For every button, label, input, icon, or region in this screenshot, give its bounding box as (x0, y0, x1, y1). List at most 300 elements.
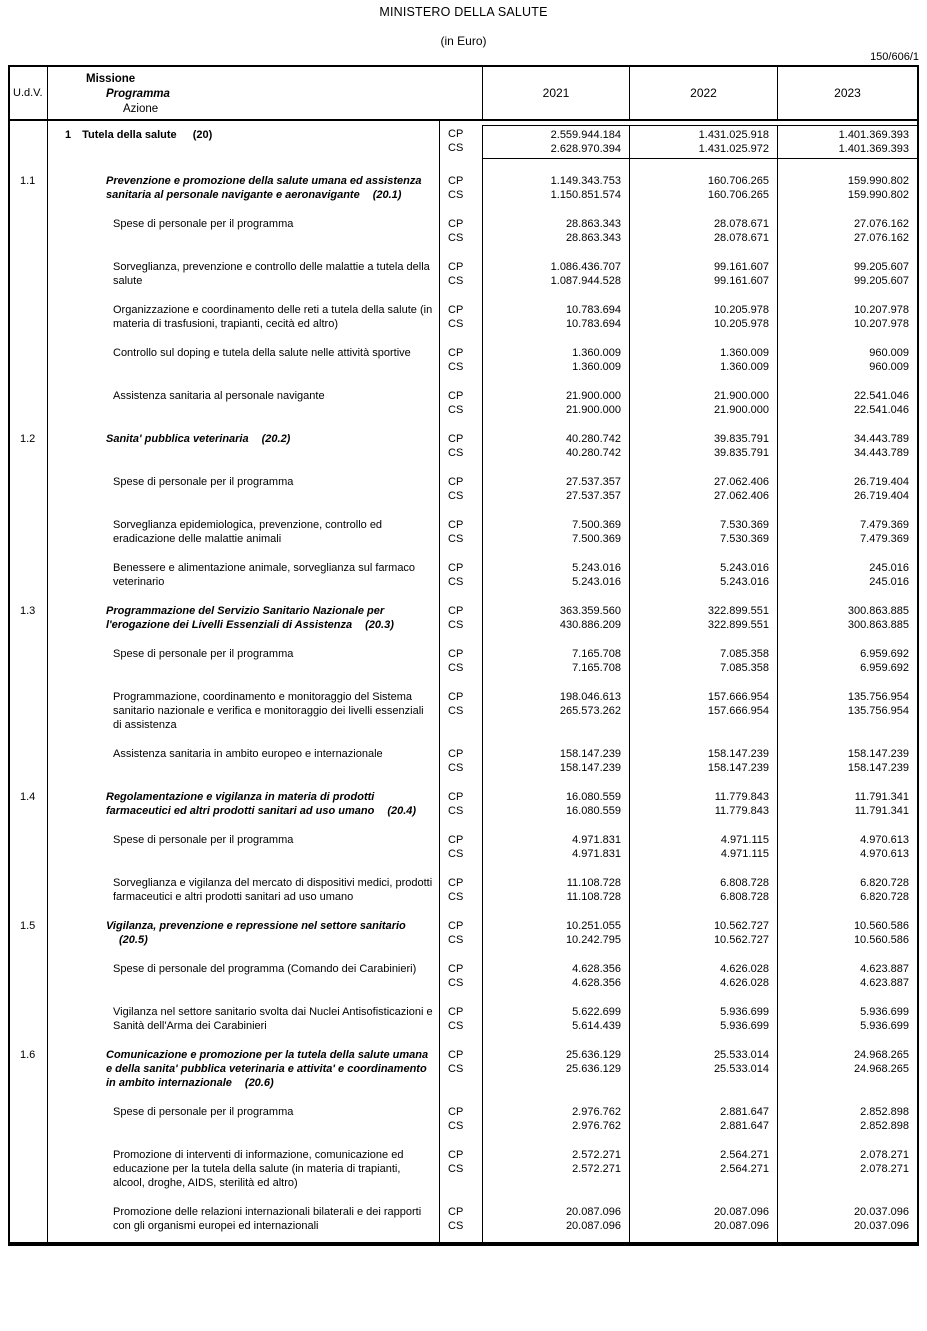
value-cell-2022 (629, 732, 777, 775)
row-title: Sorveglianza epidemiologica, prevenzione, controllo ed eradicazione delle malattie animali (113, 519, 383, 545)
row-title: Comunicazione e promozione per la tutela della salute umana e della sanita' pubblica veterinaria e attivita' e coordinamento in ambito internazionale (106, 1049, 429, 1089)
value-cell-2021 (482, 1090, 629, 1133)
table-row-azione (10, 947, 917, 990)
cp-value: 245.016 (869, 562, 909, 574)
cp-label: CP (448, 562, 464, 574)
cp-value: 20.087.096 (565, 1206, 621, 1218)
udv-number (10, 1090, 47, 1133)
udv-number (10, 990, 47, 1033)
cp-label: CP (448, 1149, 464, 1161)
cs-value: 40.280.742 (565, 447, 621, 459)
cs-value: 1.360.009 (572, 361, 621, 373)
cs-value: 7.479.369 (860, 533, 909, 545)
value-cell-2021 (482, 125, 629, 159)
cpcs-cell (439, 1190, 482, 1242)
cp-label: CP (448, 877, 464, 889)
row-label (47, 121, 439, 159)
cp-value: 7.500.369 (572, 519, 621, 531)
table-row-azione (10, 732, 917, 775)
udv-number (10, 374, 47, 417)
cp-value: 158.147.239 (559, 748, 621, 760)
cs-value: 4.623.887 (860, 977, 909, 989)
row-title: Promozione di interventi di informazione, comunicazione ed educazione per la tutela della salute (in materia di trapianti, alcool, droghe, AIDS, sterilità ed altro) (113, 1149, 404, 1189)
cs-label: CS (448, 1120, 464, 1132)
currency-note: (in Euro) (440, 34, 487, 48)
row-title: Assistenza sanitaria in ambito europeo e internazionale (113, 748, 383, 760)
row-label (47, 1090, 439, 1133)
header-udv: U.d.V. (13, 87, 43, 99)
cp-value: 158.147.239 (847, 748, 909, 760)
value-cell-2022 (629, 159, 777, 202)
cs-value: 7.165.708 (572, 662, 621, 674)
cp-value: 26.719.404 (853, 476, 909, 488)
cs-value: 7.500.369 (572, 533, 621, 545)
value-cell-2022 (629, 947, 777, 990)
cs-value: 1.150.851.574 (550, 189, 621, 201)
cp-label: CP (448, 648, 464, 660)
cs-value: 27.062.406 (713, 490, 769, 502)
cs-value: 22.541.046 (853, 404, 909, 416)
table-row-azione (10, 374, 917, 417)
cp-value: 27.076.162 (853, 218, 909, 230)
cp-label: CP (448, 1206, 464, 1218)
cs-value: 2.572.271 (572, 1163, 621, 1175)
cs-label: CS (448, 533, 464, 545)
row-label (47, 417, 439, 460)
table-row-azione (10, 460, 917, 503)
cs-value: 21.900.000 (713, 404, 769, 416)
cs-value: 4.628.356 (572, 977, 621, 989)
cp-value: 5.622.699 (572, 1006, 621, 1018)
row-label (47, 1033, 439, 1090)
cpcs-cell (439, 1090, 482, 1133)
cs-value: 5.614.439 (572, 1020, 621, 1032)
value-cell-2023 (777, 546, 917, 589)
cs-value: 21.900.000 (565, 404, 621, 416)
programma-code: (20.3) (365, 619, 394, 631)
cp-value: 135.756.954 (847, 691, 909, 703)
programma-code: (20.6) (244, 1077, 274, 1089)
cs-value: 10.242.795 (565, 934, 621, 946)
cp-value: 1.431.025.918 (698, 129, 769, 141)
cpcs-cell (439, 861, 482, 904)
value-cell-2023 (777, 947, 917, 990)
row-title: Vigilanza, prevenzione e repressione nel settore sanitario (106, 920, 406, 932)
cpcs-cell (439, 417, 482, 460)
cs-value: 10.205.978 (713, 318, 769, 330)
value-cell-2023 (777, 775, 917, 818)
cs-value: 960.009 (869, 361, 909, 373)
row-label (47, 1133, 439, 1190)
cs-value: 322.899.551 (707, 619, 769, 631)
value-cell-2021 (482, 589, 629, 632)
cpcs-cell (439, 331, 482, 374)
cs-value: 20.087.096 (713, 1220, 769, 1232)
row-title: Programmazione del Servizio Sanitario Nazionale per l'erogazione dei Livelli Essenziali di Assistenza (106, 605, 385, 631)
header-azione-label: Azione (123, 103, 159, 115)
cp-label: CP (448, 433, 464, 445)
cp-value: 159.990.802 (847, 175, 909, 187)
cs-value: 1.401.369.393 (838, 143, 909, 155)
value-cell-2023 (777, 732, 917, 775)
value-cell-2021 (482, 546, 629, 589)
cp-value: 2.881.647 (720, 1106, 769, 1118)
cp-value: 6.808.728 (720, 877, 769, 889)
udv-number: 1.2 (20, 433, 36, 445)
value-cell-2021 (482, 503, 629, 546)
udv-number (10, 632, 47, 675)
cs-value: 11.779.843 (714, 805, 769, 817)
programma-code: (20.2) (261, 433, 291, 445)
cs-label: CS (448, 848, 464, 860)
cs-value: 39.835.791 (713, 447, 769, 459)
row-label (47, 245, 439, 288)
cp-value: 10.562.727 (713, 920, 769, 932)
value-cell-2022 (629, 1033, 777, 1090)
table-row-programma (10, 589, 917, 632)
budget-table (8, 65, 919, 1246)
cs-label: CS (448, 1020, 464, 1032)
row-label (47, 632, 439, 675)
cp-value: 28.078.671 (713, 218, 769, 230)
cp-value: 7.530.369 (720, 519, 769, 531)
table-body (10, 121, 917, 1242)
udv-number (10, 546, 47, 589)
cp-value: 99.205.607 (853, 261, 909, 273)
cp-value: 2.976.762 (572, 1106, 621, 1118)
cp-value: 2.078.271 (860, 1149, 909, 1161)
row-title: Spese di personale del programma (Comando dei Carabinieri) (113, 963, 417, 975)
cs-value: 5.936.699 (860, 1020, 909, 1032)
cpcs-cell (439, 503, 482, 546)
value-cell-2023 (777, 1190, 917, 1242)
value-cell-2021 (482, 775, 629, 818)
value-cell-2023 (777, 417, 917, 460)
cp-value: 34.443.789 (853, 433, 909, 445)
cp-label: CP (448, 128, 464, 140)
cp-value: 1.360.009 (720, 347, 769, 359)
cp-value: 5.243.016 (720, 562, 769, 574)
cs-label: CS (448, 189, 464, 201)
cp-value: 1.401.369.393 (838, 129, 909, 141)
cs-label: CS (448, 705, 464, 717)
missione-title: Tutela della salute (82, 129, 177, 141)
value-cell-2022 (629, 460, 777, 503)
cp-value: 160.706.265 (707, 175, 769, 187)
value-cell-2023 (777, 460, 917, 503)
cs-value: 6.959.692 (860, 662, 909, 674)
cp-value: 960.009 (869, 347, 909, 359)
cp-value: 5.243.016 (572, 562, 621, 574)
value-cell-2023 (777, 1133, 917, 1190)
cs-value: 1.360.009 (720, 361, 769, 373)
cp-value: 6.959.692 (860, 648, 909, 660)
cp-label: CP (448, 748, 464, 760)
value-cell-2023 (777, 589, 917, 632)
cs-value: 24.968.265 (853, 1063, 909, 1075)
table-header (10, 67, 917, 121)
value-cell-2022 (629, 417, 777, 460)
cs-value: 157.666.954 (707, 705, 769, 717)
cp-value: 322.899.551 (707, 605, 769, 617)
cs-value: 26.719.404 (853, 490, 909, 502)
value-cell-2023 (777, 675, 917, 732)
cp-value: 10.205.978 (713, 304, 769, 316)
cp-value: 5.936.699 (860, 1006, 909, 1018)
value-cell-2022 (629, 245, 777, 288)
table-row-azione (10, 990, 917, 1033)
value-cell-2022 (629, 202, 777, 245)
value-cell-2023 (777, 331, 917, 374)
cs-value: 7.085.358 (720, 662, 769, 674)
udv-number (10, 121, 47, 159)
udv-number: 1.5 (20, 920, 36, 932)
table-row-azione (10, 1190, 917, 1242)
cs-value: 7.530.369 (720, 533, 769, 545)
cs-value: 1.087.944.528 (550, 275, 621, 287)
udv-number (10, 503, 47, 546)
value-cell-2021 (482, 374, 629, 417)
cs-label: CS (448, 762, 464, 774)
cs-value: 158.147.239 (559, 762, 621, 774)
table-row-programma (10, 904, 917, 947)
cpcs-cell (439, 675, 482, 732)
cpcs-cell (439, 245, 482, 288)
cs-value: 5.936.699 (720, 1020, 769, 1032)
cs-value: 430.886.209 (559, 619, 621, 631)
cpcs-cell (439, 732, 482, 775)
udv-number (10, 245, 47, 288)
row-label (47, 331, 439, 374)
cs-value: 34.443.789 (853, 447, 909, 459)
cs-value: 99.161.607 (713, 275, 769, 287)
value-cell-2022 (629, 1190, 777, 1242)
table-row-azione (10, 331, 917, 374)
cpcs-cell (439, 589, 482, 632)
value-cell-2021 (482, 159, 629, 202)
header-missione-label: Missione (86, 73, 136, 85)
row-label (47, 202, 439, 245)
value-cell-2021 (482, 675, 629, 732)
value-cell-2023 (777, 125, 917, 159)
value-cell-2022 (629, 775, 777, 818)
cpcs-cell (439, 460, 482, 503)
table-row-azione (10, 1090, 917, 1133)
cpcs-cell (439, 947, 482, 990)
table-row-azione (10, 861, 917, 904)
cs-value: 2.976.762 (572, 1120, 621, 1132)
cp-value: 20.087.096 (713, 1206, 769, 1218)
table-row-missione (10, 121, 917, 159)
cp-value: 11.108.728 (566, 877, 621, 889)
row-label (47, 904, 439, 947)
cs-value: 99.205.607 (853, 275, 909, 287)
header-year-2021: 2021 (482, 67, 629, 119)
udv-number (10, 1190, 47, 1242)
table-row-programma (10, 159, 917, 202)
value-cell-2023 (777, 288, 917, 331)
row-label (47, 861, 439, 904)
table-row-azione (10, 546, 917, 589)
cs-value: 27.537.357 (565, 490, 621, 502)
cs-value: 4.971.831 (572, 848, 621, 860)
table-row-programma (10, 417, 917, 460)
value-cell-2022 (629, 675, 777, 732)
cs-label: CS (448, 404, 464, 416)
value-cell-2023 (777, 1090, 917, 1133)
value-cell-2023 (777, 374, 917, 417)
cp-value: 1.149.343.753 (550, 175, 621, 187)
cs-value: 10.783.694 (565, 318, 621, 330)
cp-label: CP (448, 920, 464, 932)
cs-value: 25.636.129 (565, 1063, 621, 1075)
cs-label: CS (448, 805, 464, 817)
cp-label: CP (448, 261, 464, 273)
table-row-azione (10, 675, 917, 732)
value-cell-2022 (629, 125, 777, 159)
cp-value: 11.791.341 (854, 791, 909, 803)
cs-value: 16.080.559 (565, 805, 621, 817)
cp-value: 20.037.096 (853, 1206, 909, 1218)
cp-value: 4.626.028 (720, 963, 769, 975)
cs-label: CS (448, 318, 464, 330)
cs-value: 27.076.162 (853, 232, 909, 244)
row-title: Spese di personale per il programma (113, 1106, 294, 1118)
cp-value: 2.572.271 (572, 1149, 621, 1161)
row-label (47, 159, 439, 202)
cs-value: 265.573.262 (559, 705, 621, 717)
value-cell-2022 (629, 861, 777, 904)
cs-label: CS (448, 361, 464, 373)
cp-value: 25.533.014 (713, 1049, 769, 1061)
cp-value: 7.085.358 (720, 648, 769, 660)
row-title: Promozione delle relazioni internazionali bilaterali e dei rapporti con gli organismi europei ed internazionali (113, 1206, 422, 1232)
cp-value: 5.936.699 (720, 1006, 769, 1018)
cpcs-cell (439, 202, 482, 245)
value-cell-2022 (629, 1090, 777, 1133)
row-title: Prevenzione e promozione della salute umana ed assistenza sanitaria al personale navigante e aeronavigante (106, 175, 422, 201)
cp-value: 4.971.115 (720, 834, 769, 846)
cp-value: 363.359.560 (559, 605, 621, 617)
row-title: Spese di personale per il programma (113, 218, 294, 230)
cs-value: 20.037.096 (853, 1220, 909, 1232)
cs-value: 160.706.265 (707, 189, 769, 201)
cp-label: CP (448, 519, 464, 531)
table-row-azione (10, 288, 917, 331)
row-label (47, 818, 439, 861)
value-cell-2021 (482, 1190, 629, 1242)
row-label (47, 947, 439, 990)
cp-value: 4.970.613 (860, 834, 909, 846)
row-label (47, 775, 439, 818)
cp-value: 99.161.607 (713, 261, 769, 273)
cpcs-cell (439, 374, 482, 417)
cs-value: 2.564.271 (720, 1163, 769, 1175)
table-row-azione (10, 503, 917, 546)
value-cell-2021 (482, 460, 629, 503)
cpcs-cell (439, 990, 482, 1033)
cp-value: 10.560.586 (853, 920, 909, 932)
cs-value: 10.560.586 (853, 934, 909, 946)
cs-value: 25.533.014 (713, 1063, 769, 1075)
cp-label: CP (448, 476, 464, 488)
cs-label: CS (448, 447, 464, 459)
cs-label: CS (448, 619, 464, 631)
cs-value: 10.207.978 (853, 318, 909, 330)
cp-value: 16.080.559 (565, 791, 621, 803)
cs-label: CS (448, 934, 464, 946)
value-cell-2023 (777, 202, 917, 245)
udv-number (10, 947, 47, 990)
cp-label: CP (448, 347, 464, 359)
cp-value: 25.636.129 (565, 1049, 621, 1061)
cp-value: 4.628.356 (572, 963, 621, 975)
cs-label: CS (448, 1220, 464, 1232)
cp-value: 300.863.885 (847, 605, 909, 617)
cp-value: 24.968.265 (853, 1049, 909, 1061)
cs-value: 4.626.028 (720, 977, 769, 989)
row-title: Spese di personale per il programma (113, 476, 294, 488)
value-cell-2022 (629, 589, 777, 632)
udv-number: 1.1 (20, 175, 36, 187)
cpcs-cell (439, 159, 482, 202)
header-year-2022: 2022 (629, 67, 777, 119)
value-cell-2023 (777, 503, 917, 546)
udv-number (10, 460, 47, 503)
cp-label: CP (448, 791, 464, 803)
table-row-azione (10, 632, 917, 675)
cp-value: 4.623.887 (860, 963, 909, 975)
row-title: Organizzazione e coordinamento delle reti a tutela della salute (in materia di trasfusioni, trapianti, cecità ed altro) (113, 304, 433, 330)
cpcs-cell (439, 904, 482, 947)
row-title: Sanita' pubblica veterinaria (106, 433, 249, 445)
value-cell-2023 (777, 904, 917, 947)
cs-value: 11.108.728 (566, 891, 621, 903)
cs-label: CS (448, 891, 464, 903)
value-cell-2021 (482, 818, 629, 861)
cpcs-cell (439, 818, 482, 861)
cp-value: 40.280.742 (565, 433, 621, 445)
value-cell-2023 (777, 861, 917, 904)
row-label (47, 990, 439, 1033)
value-cell-2022 (629, 990, 777, 1033)
udv-number (10, 861, 47, 904)
cs-value: 20.087.096 (565, 1220, 621, 1232)
value-cell-2021 (482, 732, 629, 775)
missione-code: (20) (192, 129, 213, 141)
cs-value: 2.881.647 (720, 1120, 769, 1132)
cs-label: CS (448, 142, 464, 154)
udv-number: 1.6 (20, 1049, 36, 1061)
row-title: Spese di personale per il programma (113, 648, 294, 660)
cp-label: CP (448, 1106, 464, 1118)
cs-value: 6.820.728 (860, 891, 909, 903)
programma-code: (20.4) (387, 805, 417, 817)
value-cell-2022 (629, 632, 777, 675)
cs-value: 28.078.671 (713, 232, 769, 244)
row-label (47, 460, 439, 503)
udv-number (10, 202, 47, 245)
table-row-azione (10, 245, 917, 288)
header-programma-label: Programma (106, 88, 170, 100)
udv-number (10, 675, 47, 732)
cp-value: 7.165.708 (572, 648, 621, 660)
row-title: Sorveglianza, prevenzione e controllo delle malattie a tutela della salute (113, 261, 430, 287)
udv-number (10, 288, 47, 331)
programma-code: (20.1) (372, 189, 402, 201)
value-cell-2021 (482, 990, 629, 1033)
value-cell-2023 (777, 159, 917, 202)
